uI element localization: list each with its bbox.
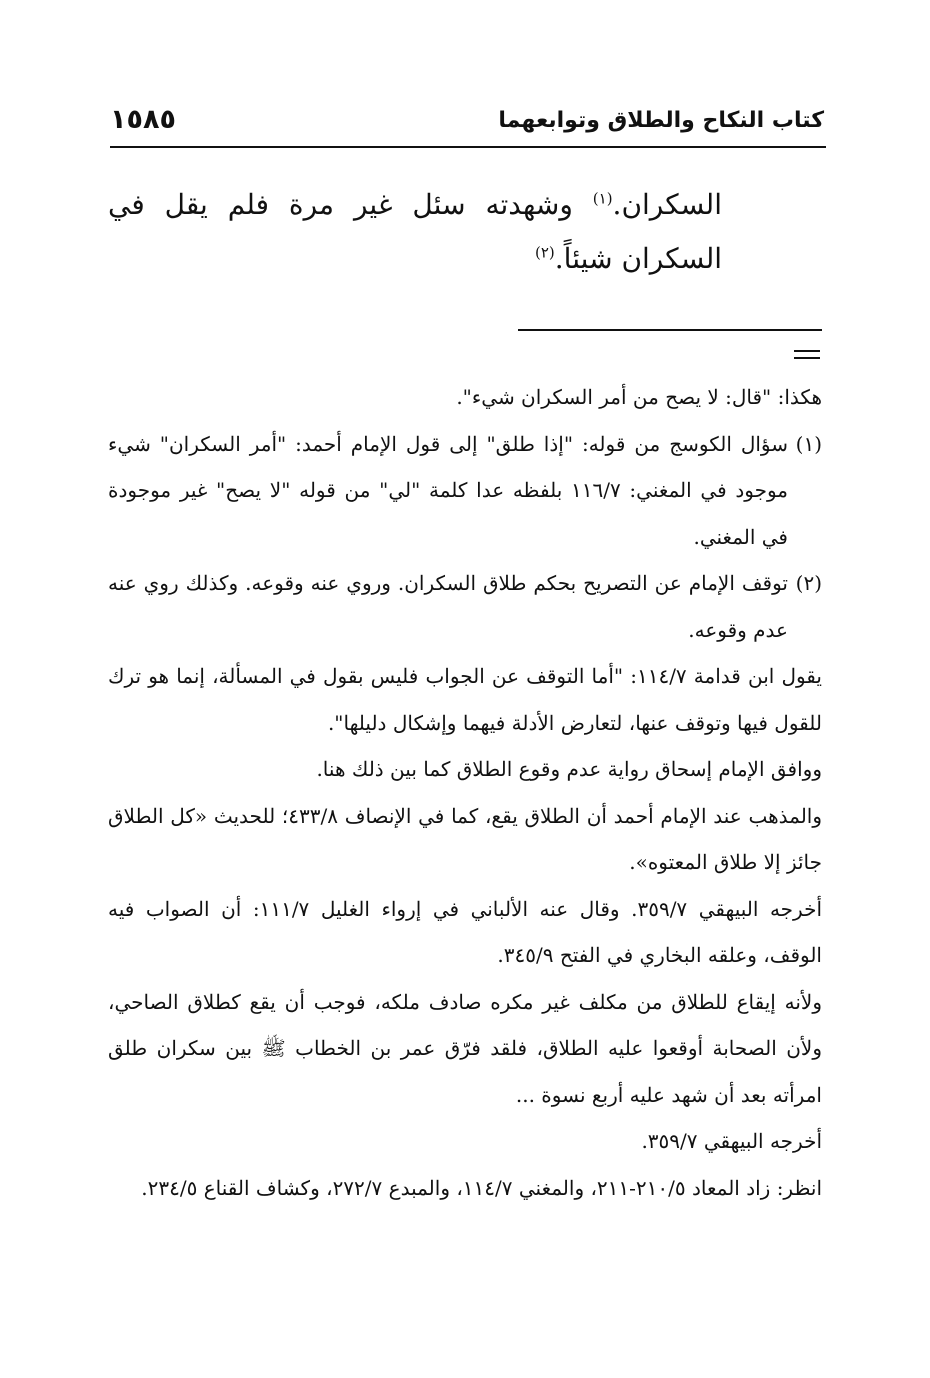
header-rule: [110, 146, 826, 148]
footnote-ref-2: (٢): [534, 243, 555, 262]
footnote-2-text: توقف الإمام عن التصريح بحكم طلاق السكران. وروي عنه وقوعه. وكذلك روي عنه عدم وقوعه.: [108, 571, 788, 642]
footnote-separator: [518, 329, 822, 331]
continued-mark-line-top: [794, 350, 820, 352]
running-title: كتاب النكاح والطلاق وتوابعهما: [498, 108, 824, 133]
main-text-part-1: السكران.: [612, 188, 722, 221]
main-text: [108, 178, 722, 286]
footnote-1: [108, 421, 822, 561]
continued-mark-line-bottom: [794, 357, 820, 359]
main-paragraph: [108, 178, 722, 286]
main-text-part-2: وشهدته سئل غير مرة فلم يقل في السكران شيئاً.: [108, 188, 722, 275]
footnote-2: [108, 560, 822, 653]
footnote-1-number: (١): [795, 431, 822, 456]
footnote-2-paragraph-madhhab: والمذهب عند الإمام أحمد أن الطلاق يقع، كما في الإنصاف ٤٣٣/٨؛ للحديث «كل الطلاق جائز إلا طلاق المعتوه».: [108, 803, 822, 874]
footnote-2-paragraph-bayhaqi-2: أخرجه البيهقي ٣٥٩/٧.: [641, 1129, 822, 1153]
footnote-2-paragraph-references: انظر: زاد المعاد ٢١٠/٥-٢١١، والمغني ١١٤/٧، والمبدع ٢٧٢/٧، وكشاف القناع ٢٣٤/٥.: [141, 1175, 822, 1200]
footnote-2-number: (٢): [795, 571, 822, 595]
footnote-2-paragraph-reasoning: ولأنه إيقاع للطلاق من مكلف غير مكره صادف ملكه، فوجب أن يقع كطلاق الصاحي، ولأن الصحابة أوقعوا عليه الطلاق، فلقد فرّق عمر بن الخطاب ﷺ بين سكران طلق امرأته بعد أن شهد عليه أربع نسوة ...: [108, 989, 822, 1107]
footnote-2-paragraph-bayhaqi: أخرجه البيهقي ٣٥٩/٧. وقال عنه الألباني في إرواء الغليل ١١١/٧: أن الصواب فيه الوقف، وعلقه البخاري في الفتح ٣٤٥/٩.: [108, 896, 823, 967]
footnote-2-paragraph-ibn-qudama: يقول ابن قدامة ١١٤/٧: "أما التوقف عن الجواب فليس بقول في المسألة، إنما هو ترك للقول فيها وتوقف عنها، لتعارض الأدلة فيهما وإشكال دليلها".: [108, 664, 822, 735]
footnote-2-paragraph-ishaq: ووافق الإمام إسحاق رواية عدم وقوع الطلاق كما بين ذلك هنا.: [316, 757, 822, 781]
page-number: ١٥٨٥: [110, 104, 176, 135]
footnote-ref-1: (١): [592, 189, 613, 208]
footnote-continued-mark: [794, 350, 820, 364]
footnotes: [108, 374, 822, 1211]
footnote-1-text: سؤال الكوسج من قوله: "إذا طلق" إلى قول الإمام أحمد: "أمر السكران" شيء موجود في المغني: ١١٦/٧ بلفظه عدا كلمة "لي" من قوله "لا يصح" غير موجودة في المغني.: [108, 431, 788, 549]
running-header: [110, 104, 824, 144]
footnote-continuation: هكذا: "قال: لا يصح من أمر السكران شيء".: [456, 385, 822, 409]
